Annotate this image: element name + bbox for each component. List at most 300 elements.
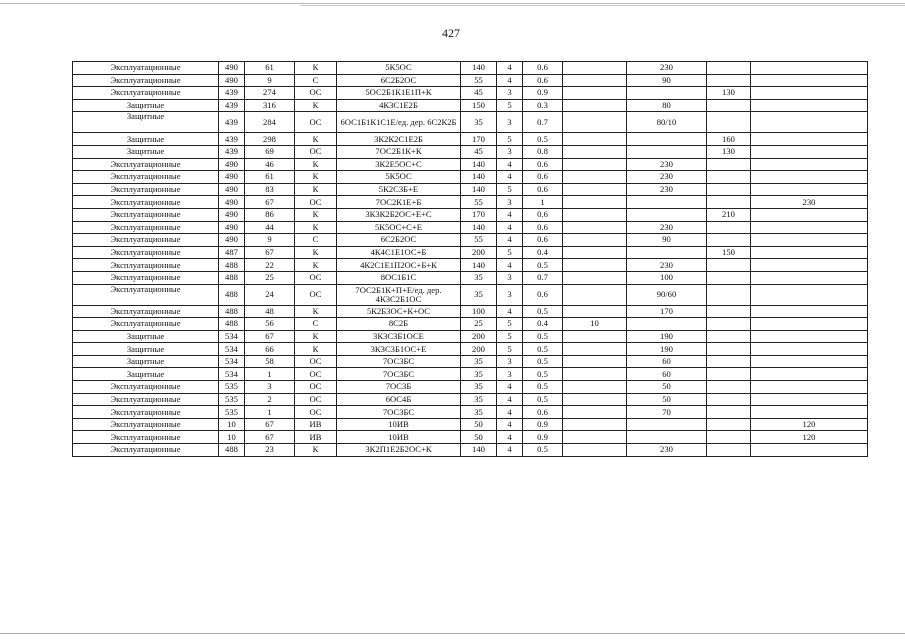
class-cell: 5 [497,99,523,112]
species-cell: К [295,221,337,234]
species-cell: ОС [295,271,337,284]
col10-cell [707,112,751,133]
composition-cell: 3К2К2С1Е2Б [337,133,461,146]
composition-cell: 7ОС3БС [337,355,461,368]
col9-cell [627,318,707,331]
composition-cell: 5К5ОС [337,62,461,75]
composition-cell: 6ОС1Б1К1С1Е/ед. дер. 6С2К2Б [337,112,461,133]
age-cell: 35 [461,355,497,368]
col10-cell: 130 [707,87,751,100]
age-cell: 55 [461,234,497,247]
table-row [73,406,868,419]
section-cell: 9 [245,234,295,247]
species-cell: ОС [295,145,337,158]
age-cell: 200 [461,330,497,343]
species-cell: ОС [295,381,337,394]
table-row [73,99,868,112]
density-cell: 0.6 [523,158,563,171]
composition-cell: 6С2Б2ОС [337,234,461,247]
col9-cell [627,431,707,444]
class-cell: 4 [497,74,523,87]
class-cell: 5 [497,246,523,259]
composition-cell: 3К2Е5ОС+С [337,158,461,171]
density-cell: 0.9 [523,418,563,431]
col11-cell [751,355,868,368]
category-cell: Эксплуатационные [73,418,219,431]
quarter-cell: 488 [219,444,245,457]
table-row [73,330,868,343]
class-cell: 4 [497,444,523,457]
section-cell: 25 [245,271,295,284]
density-cell: 0.9 [523,431,563,444]
col10-cell [707,318,751,331]
col11-cell [751,171,868,184]
density-cell: 0.6 [523,208,563,221]
category-cell: Эксплуатационные [73,196,219,209]
density-cell: 0.5 [523,381,563,394]
category-cell: Защитные [73,145,219,158]
col9-cell [627,208,707,221]
col8-cell [563,393,627,406]
col11-cell [751,343,868,356]
age-cell: 35 [461,368,497,381]
col9-cell: 230 [627,171,707,184]
age-cell: 35 [461,406,497,419]
section-cell: 67 [245,431,295,444]
col8-cell [563,431,627,444]
section-cell: 3 [245,381,295,394]
density-cell: 0.5 [523,444,563,457]
col10-cell [707,271,751,284]
col11-cell [751,145,868,158]
class-cell: 3 [497,284,523,305]
class-cell: 5 [497,183,523,196]
table-row [73,343,868,356]
density-cell: 0.4 [523,318,563,331]
composition-cell: 8С2Б [337,318,461,331]
section-cell: 61 [245,62,295,75]
col11-cell [751,393,868,406]
density-cell: 0.6 [523,284,563,305]
col11-cell [751,62,868,75]
category-cell: Эксплуатационные [73,62,219,75]
age-cell: 140 [461,221,497,234]
col11-cell [751,112,868,133]
quarter-cell: 490 [219,183,245,196]
col10-cell [707,234,751,247]
col11-cell: 230 [751,196,868,209]
col10-cell [707,444,751,457]
col9-cell: 100 [627,271,707,284]
species-cell: К [295,343,337,356]
col10-cell [707,431,751,444]
class-cell: 4 [497,381,523,394]
quarter-cell: 534 [219,343,245,356]
col11-cell [751,406,868,419]
col9-cell: 50 [627,381,707,394]
col8-cell [563,330,627,343]
quarter-cell: 488 [219,284,245,305]
category-cell: Эксплуатационные [73,305,219,318]
species-cell: К [295,62,337,75]
class-cell: 4 [497,208,523,221]
species-cell: К [295,208,337,221]
col10-cell [707,368,751,381]
col10-cell [707,171,751,184]
quarter-cell: 488 [219,318,245,331]
age-cell: 35 [461,112,497,133]
class-cell: 5 [497,330,523,343]
col9-cell: 230 [627,62,707,75]
table-row [73,418,868,431]
class-cell: 3 [497,368,523,381]
col8-cell [563,343,627,356]
density-cell: 0.5 [523,343,563,356]
col10-cell: 210 [707,208,751,221]
quarter-cell: 490 [219,74,245,87]
table-body [73,62,868,457]
quarter-cell: 534 [219,330,245,343]
section-cell: 23 [245,444,295,457]
scan-top-edge-secondary [300,5,905,6]
col8-cell [563,234,627,247]
col8-cell [563,62,627,75]
table-row [73,318,868,331]
density-cell: 0.5 [523,133,563,146]
category-cell: Защитные [73,99,219,112]
composition-cell: 5К5ОС+С+Е [337,221,461,234]
table-row [73,196,868,209]
quarter-cell: 439 [219,99,245,112]
category-cell: Эксплуатационные [73,246,219,259]
col9-cell [627,196,707,209]
category-cell: Эксплуатационные [73,393,219,406]
density-cell: 0.6 [523,406,563,419]
class-cell: 3 [497,145,523,158]
col8-cell: 10 [563,318,627,331]
col9-cell: 90/60 [627,284,707,305]
col9-cell: 90 [627,234,707,247]
species-cell: ОС [295,112,337,133]
section-cell: 298 [245,133,295,146]
class-cell: 4 [497,431,523,444]
col8-cell [563,171,627,184]
quarter-cell: 439 [219,145,245,158]
density-cell: 0.4 [523,246,563,259]
quarter-cell: 490 [219,221,245,234]
category-cell: Защитные [73,330,219,343]
col8-cell [563,305,627,318]
density-cell: 0.6 [523,221,563,234]
category-cell: Эксплуатационные [73,208,219,221]
table-row [73,112,868,133]
table-row [73,234,868,247]
composition-cell: 7ОС2К1Е+Б [337,196,461,209]
col10-cell [707,355,751,368]
category-cell: Эксплуатационные [73,234,219,247]
species-cell: К [295,158,337,171]
col9-cell [627,133,707,146]
species-cell: С [295,74,337,87]
quarter-cell: 490 [219,158,245,171]
scan-top-edge [0,3,905,4]
col8-cell [563,196,627,209]
category-cell: Эксплуатационные [73,431,219,444]
species-cell: К [295,444,337,457]
col11-cell [751,318,868,331]
category-cell: Эксплуатационные [73,87,219,100]
col10-cell [707,305,751,318]
col10-cell [707,158,751,171]
category-cell: Эксплуатационные [73,271,219,284]
table-row [73,145,868,158]
section-cell: 46 [245,158,295,171]
col11-cell [751,74,868,87]
col10-cell [707,330,751,343]
species-cell: К [295,305,337,318]
species-cell: ИВ [295,431,337,444]
table-row [73,208,868,221]
col11-cell: 120 [751,418,868,431]
density-cell: 0.9 [523,87,563,100]
quarter-cell: 534 [219,355,245,368]
density-cell: 0.7 [523,271,563,284]
table-row [73,368,868,381]
section-cell: 69 [245,145,295,158]
col9-cell: 80 [627,99,707,112]
composition-cell: 10ИВ [337,418,461,431]
category-cell: Эксплуатационные [73,381,219,394]
col10-cell [707,284,751,305]
category-cell: Эксплуатационные [73,158,219,171]
composition-cell: 3К3С3Б1ОСЕ [337,330,461,343]
class-cell: 4 [497,62,523,75]
col9-cell [627,87,707,100]
col9-cell: 190 [627,330,707,343]
density-cell: 0.6 [523,171,563,184]
col10-cell [707,418,751,431]
col9-cell: 230 [627,158,707,171]
composition-cell: 5К2Б3ОС+К+ОС [337,305,461,318]
class-cell: 5 [497,343,523,356]
class-cell: 3 [497,112,523,133]
species-cell: ОС [295,368,337,381]
section-cell: 48 [245,305,295,318]
col10-cell [707,74,751,87]
col10-cell [707,381,751,394]
col11-cell [751,284,868,305]
age-cell: 140 [461,171,497,184]
section-cell: 58 [245,355,295,368]
species-cell: ОС [295,406,337,419]
composition-cell: 6С2Б2ОС [337,74,461,87]
category-cell: Эксплуатационные [73,183,219,196]
scan-bottom-edge [0,633,905,634]
col11-cell [751,271,868,284]
quarter-cell: 10 [219,431,245,444]
col9-cell [627,246,707,259]
table-row [73,259,868,272]
class-cell: 4 [497,171,523,184]
age-cell: 35 [461,393,497,406]
col8-cell [563,208,627,221]
composition-cell: 4К3С1Е2Б [337,99,461,112]
quarter-cell: 490 [219,234,245,247]
density-cell: 0.8 [523,145,563,158]
species-cell: К [295,183,337,196]
table-row [73,444,868,457]
section-cell: 284 [245,112,295,133]
col11-cell [751,330,868,343]
category-cell: Эксплуатационные [73,259,219,272]
density-cell: 1 [523,196,563,209]
composition-cell: 5ОС2Б1К1Е1П+К [337,87,461,100]
composition-cell: 7ОС2Б1К+П+Е/ед. дер. 4К3С2Б1ОС [337,284,461,305]
col8-cell [563,145,627,158]
density-cell: 0.3 [523,99,563,112]
density-cell: 0.6 [523,62,563,75]
composition-cell: 7ОС3Б [337,381,461,394]
class-cell: 5 [497,133,523,146]
composition-cell: 10ИВ [337,431,461,444]
table-row [73,431,868,444]
category-cell: Эксплуатационные [73,221,219,234]
species-cell: С [295,234,337,247]
quarter-cell: 488 [219,271,245,284]
class-cell: 3 [497,355,523,368]
class-cell: 4 [497,234,523,247]
class-cell: 3 [497,271,523,284]
quarter-cell: 490 [219,171,245,184]
section-cell: 61 [245,171,295,184]
age-cell: 35 [461,284,497,305]
age-cell: 35 [461,381,497,394]
quarter-cell: 490 [219,62,245,75]
category-cell: Эксплуатационные [73,284,219,305]
composition-cell: 5К2С3Б+Е [337,183,461,196]
col9-cell: 70 [627,406,707,419]
section-cell: 83 [245,183,295,196]
species-cell: ОС [295,284,337,305]
composition-cell: 4К2С1Е1П2ОС+Б+К [337,259,461,272]
density-cell: 0.6 [523,183,563,196]
section-cell: 9 [245,74,295,87]
col11-cell [751,133,868,146]
class-cell: 4 [497,393,523,406]
table-row [73,158,868,171]
density-cell: 0.5 [523,330,563,343]
col8-cell [563,221,627,234]
table-row [73,284,868,305]
composition-cell: 3К3С3Б1ОС+Е [337,343,461,356]
category-cell: Эксплуатационные [73,171,219,184]
col10-cell: 150 [707,246,751,259]
section-cell: 2 [245,393,295,406]
age-cell: 140 [461,183,497,196]
age-cell: 140 [461,444,497,457]
table-row [73,221,868,234]
col11-cell [751,221,868,234]
col8-cell [563,368,627,381]
category-cell: Эксплуатационные [73,406,219,419]
col10-cell [707,221,751,234]
col11-cell [751,444,868,457]
class-cell: 4 [497,158,523,171]
age-cell: 25 [461,318,497,331]
composition-cell: 7ОС2Б1К+К [337,145,461,158]
col10-cell [707,183,751,196]
species-cell: К [295,99,337,112]
col9-cell: 230 [627,221,707,234]
species-cell: К [295,133,337,146]
col8-cell [563,444,627,457]
section-cell: 86 [245,208,295,221]
age-cell: 150 [461,99,497,112]
section-cell: 22 [245,259,295,272]
table-row [73,271,868,284]
section-cell: 56 [245,318,295,331]
category-cell: Эксплуатационные [73,74,219,87]
col8-cell [563,112,627,133]
category-cell: Защитные [73,133,219,146]
species-cell: ОС [295,393,337,406]
col9-cell: 230 [627,259,707,272]
col10-cell [707,99,751,112]
species-cell: С [295,318,337,331]
age-cell: 140 [461,259,497,272]
species-cell: ОС [295,196,337,209]
quarter-cell: 439 [219,112,245,133]
table-row [73,183,868,196]
col10-cell [707,259,751,272]
category-cell: Эксплуатационные [73,444,219,457]
table-row [73,305,868,318]
class-cell: 4 [497,418,523,431]
col10-cell [707,343,751,356]
col8-cell [563,133,627,146]
col8-cell [563,183,627,196]
section-cell: 67 [245,196,295,209]
age-cell: 170 [461,208,497,221]
col10-cell: 130 [707,145,751,158]
age-cell: 50 [461,431,497,444]
class-cell: 5 [497,318,523,331]
quarter-cell: 487 [219,246,245,259]
page-number: 427 [442,26,460,40]
quarter-cell: 534 [219,368,245,381]
age-cell: 140 [461,62,497,75]
composition-cell: 7ОС3БС [337,368,461,381]
table-row [73,74,868,87]
species-cell: ОС [295,87,337,100]
col11-cell [751,234,868,247]
density-cell: 0.5 [523,259,563,272]
col8-cell [563,406,627,419]
density-cell: 0.5 [523,368,563,381]
col11-cell: 120 [751,431,868,444]
col11-cell [751,381,868,394]
density-cell: 0.5 [523,305,563,318]
density-cell: 0.6 [523,74,563,87]
section-cell: 44 [245,221,295,234]
species-cell: ОС [295,355,337,368]
col9-cell: 50 [627,393,707,406]
forest-inventory-table [72,61,868,457]
species-cell: ИВ [295,418,337,431]
class-cell: 3 [497,87,523,100]
col11-cell [751,246,868,259]
composition-cell: 7ОС3БС [337,406,461,419]
